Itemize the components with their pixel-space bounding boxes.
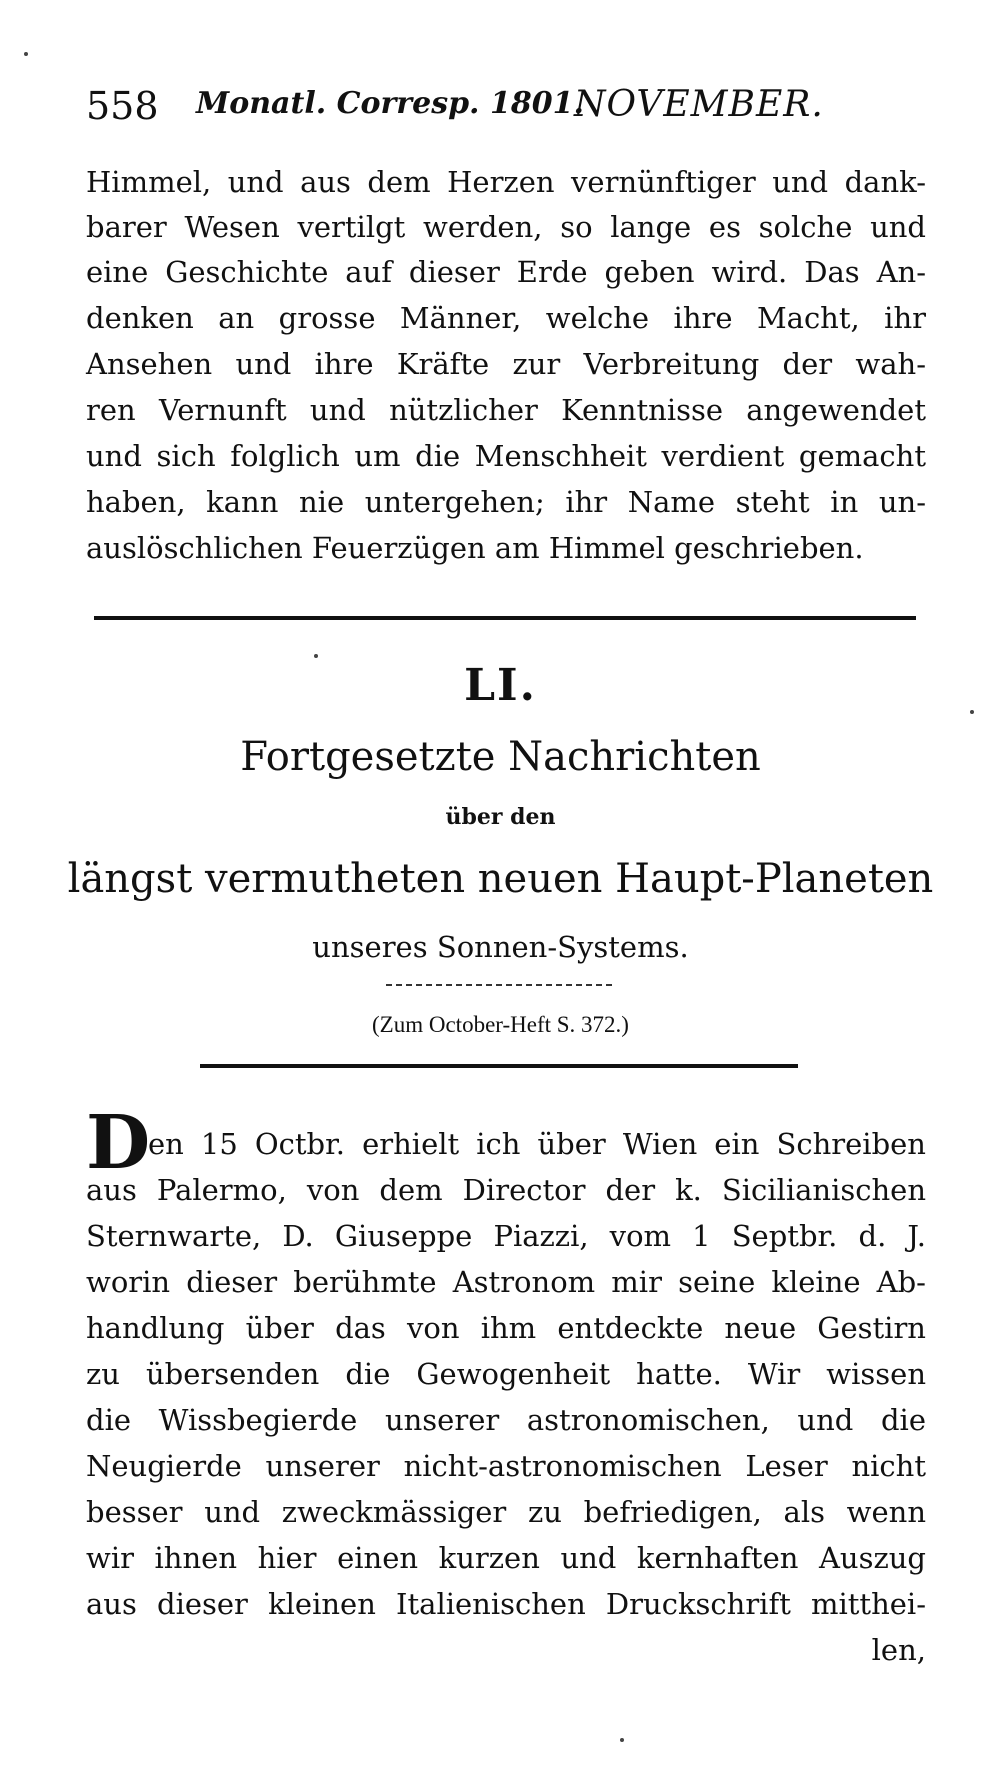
text-line: Sternwarte, D. Giuseppe Piazzi, vom 1 Septbr. d. J. xyxy=(86,1219,926,1253)
text-line: en 15 Octbr. erhielt ich über Wien ein Schreiben xyxy=(148,1127,926,1161)
article-title-main: längst vermutheten neuen Haupt-Planeten xyxy=(67,856,934,902)
text-line: die Wissbegierde unserer astronomischen, und die xyxy=(86,1403,926,1437)
text-line: aus dieser kleinen Italienischen Druckschrift mitthei- xyxy=(86,1587,926,1621)
short-divider xyxy=(386,984,612,986)
text-line: aus Palermo, von dem Director der k. Sicilianischen xyxy=(86,1173,926,1207)
article-title-sub: unseres Sonnen-Systems. xyxy=(312,930,689,964)
article-title: Fortgesetzte Nachrichten xyxy=(240,734,761,780)
print-speck xyxy=(24,52,28,56)
month-heading: NOVEMBER. xyxy=(574,84,824,125)
text-line: Himmel, und aus dem Herzen vernünftiger und dank- xyxy=(86,165,926,199)
running-header xyxy=(86,84,846,144)
text-line: und sich folglich um die Menschheit verdient gemacht xyxy=(86,439,926,473)
journal-title: Monatl. Corresp. 1801. xyxy=(196,86,584,121)
catchword-line: len, xyxy=(871,1633,926,1667)
text-line: ren Vernunft und nützlicher Kenntnisse angewendet xyxy=(86,393,926,427)
text-line: haben, kann nie untergehen; ihr Name steht in un- xyxy=(86,485,926,519)
text-line: besser und zweckmässiger zu befriedigen, als wenn xyxy=(86,1495,926,1529)
text-line: eine Geschichte auf dieser Erde geben wird. Das An- xyxy=(86,255,926,289)
page-number: 558 xyxy=(86,84,159,128)
text-line: Neugierde unserer nicht-astronomischen Leser nicht xyxy=(86,1449,926,1483)
text-line: auslöschlichen Feuerzügen am Himmel geschrieben. xyxy=(86,531,864,565)
text-line: worin dieser berühmte Astronom mir seine kleine Ab- xyxy=(86,1265,926,1299)
print-speck xyxy=(314,654,318,658)
drop-cap: D xyxy=(86,1100,151,1186)
article-number: LI. xyxy=(464,660,537,711)
print-speck xyxy=(970,710,974,714)
text-line: handlung über das von ihm entdeckte neue Gestirn xyxy=(86,1311,926,1345)
reference-divider xyxy=(200,1064,798,1068)
section-divider xyxy=(94,616,916,620)
text-line: wir ihnen hier einen kurzen und kernhaften Auszug xyxy=(86,1541,926,1575)
text-line: Ansehen und ihre Kräfte zur Verbreitung der wah- xyxy=(86,347,926,381)
cross-reference: (Zum October-Heft S. 372.) xyxy=(372,1012,629,1037)
text-line: barer Wesen vertilgt werden, so lange es solche und xyxy=(86,210,926,244)
text-line: zu übersenden die Gewogenheit hatte. Wir wissen xyxy=(86,1357,926,1391)
article-title-connector: über den xyxy=(445,804,556,830)
text-line: denken an grosse Männer, welche ihre Macht, ihr xyxy=(86,301,926,335)
print-speck xyxy=(620,1738,624,1742)
